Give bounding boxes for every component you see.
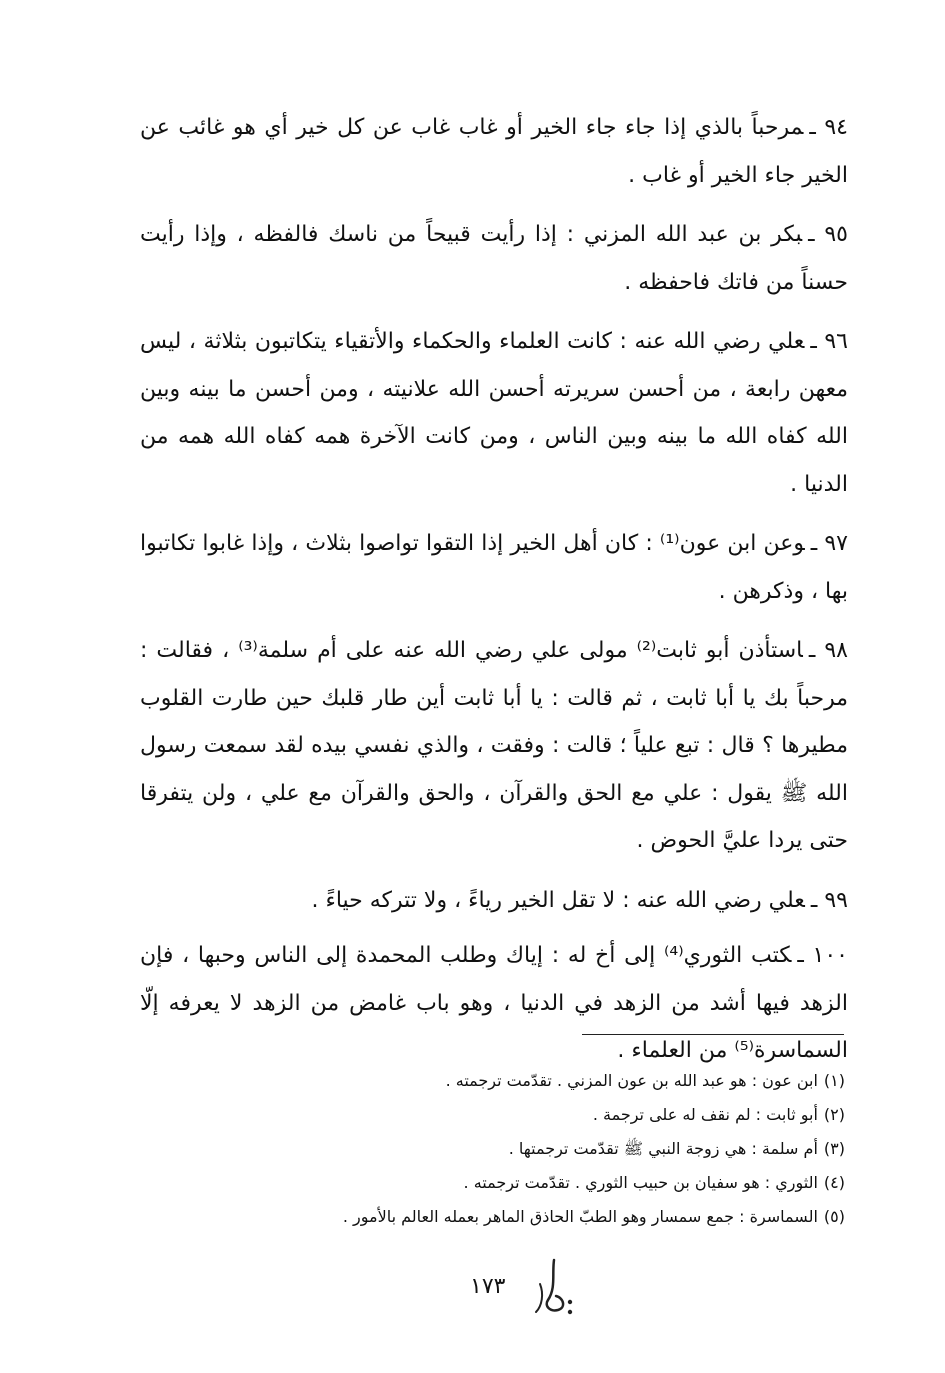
footnote-text: السماسرة : جمع سمسار وهو الطبّ الحاذق الماهر بعمله العالم بالأمور .: [342, 1207, 818, 1226]
footnote-text: ابن عون : هو عبد الله بن عون المزني . تقدّمت ترجمته .: [445, 1071, 818, 1090]
paragraph-text: وعن ابن عون⁽¹⁾ : كان أهل الخير إذا التقوا تواصوا بثلاث ، وإذا غابوا تكاتبوا بها ، وذكرهن .: [140, 531, 848, 604]
paragraph-100: [140, 932, 848, 1075]
main-text: [140, 104, 848, 1087]
paragraph-number: ٩٥ ـ: [808, 222, 848, 247]
footnote-number: (١): [823, 1071, 845, 1090]
paragraph-96: [140, 318, 848, 508]
footnote-number: (٤): [823, 1173, 845, 1192]
paragraph-number: ٩٨ ـ: [808, 638, 848, 663]
paragraph-text: استأذن أبو ثابت⁽²⁾ مولى علي رضي الله عنه على أم سلمة⁽³⁾ ، فقالت : مرحباً بك يا أبا ثابت ، ثم قالت : يا أبا ثابت أين طار قلبك حين طارت القلوب مطيرها ؟ قال : تبع علياً ؛ قالت : وفقت ، والذي نفسي بيده لقد سمعت رسول الله ﷺ يقول : علي مع الحق والقرآن ، والحق والقرآن مع علي ، ولن يتفرقا حتى يردا عليَّ الحوض .: [140, 638, 848, 853]
page-number: ١٧٣: [470, 1274, 506, 1299]
footnotes: [200, 1064, 845, 1234]
paragraph-99: [140, 877, 848, 925]
paragraph-95: [140, 211, 848, 306]
paragraph-97: [140, 520, 848, 615]
footnote-4: [200, 1166, 845, 1200]
footnote-text: أبو ثابت : لم نقف له على ترجمة .: [592, 1105, 818, 1124]
footnote-5: [200, 1200, 845, 1234]
paragraph-text: كتب الثوري⁽⁴⁾ إلى أخ له : إياك وطلب المحمدة إلى الناس وحبها ، فإن الزهد فيها أشد من الزهد في الدنيا ، وهو باب غامض من الزهد لا يعرفه إلّا السماسرة⁽⁵⁾ من العلماء .: [140, 943, 848, 1063]
footnote-number: (٢): [823, 1105, 845, 1124]
paragraph-text: علي رضي الله عنه : كانت العلماء والحكماء والأتقياء يتكاتبون بثلاثة ، ليس معهن رابعة ، من أحسن سريرته أحسن الله علانيته ، ومن أحسن ما بينه وبين الله كفاه الله ما بينه وبين الناس ، ومن كانت الآخرة همه كفاه الله همه من الدنيا .: [140, 329, 848, 497]
paragraph-number: ٩٦ ـ: [810, 329, 848, 354]
paragraph-text: بكر بن عبد الله المزني : إذا رأيت قبيحاً من ناسك فالفظه ، وإذا رأيت حسناً من فاتك فاحفظه .: [140, 222, 848, 295]
paragraph-98: [140, 627, 848, 865]
paragraph-94: [140, 104, 848, 199]
footnote-text: أم سلمة : هي زوجة النبي ﷺ تقدّمت ترجمتها .: [508, 1139, 818, 1158]
paragraph-number: ٩٤ ـ: [809, 115, 848, 140]
footnote-number: (٥): [823, 1207, 845, 1226]
paragraph-text: علي رضي الله عنه : لا تقل الخير رياءً ، ولا تتركه حياءً .: [311, 887, 805, 913]
paragraph-number: ٩٩ ـ: [810, 887, 848, 913]
footnote-divider: [582, 1034, 844, 1035]
paragraph-text: مرحباً بالذي إذا جاء جاء الخير أو غاب غاب عن كل خير أي هو غائب عن الخير جاء الخير أو غاب .: [140, 115, 848, 188]
handwritten-mark: [526, 1254, 582, 1324]
paragraph-number: ٩٧ ـ: [810, 531, 848, 556]
footnote-2: [200, 1098, 845, 1132]
footnote-number: (٣): [823, 1139, 845, 1158]
footnote-1: [200, 1064, 845, 1098]
footnote-3: [200, 1132, 845, 1166]
footnote-text: الثوري : هو سفيان بن حبيب الثوري . تقدّمت ترجمته .: [463, 1173, 818, 1192]
paragraph-number: ١٠٠ ـ: [797, 943, 848, 968]
